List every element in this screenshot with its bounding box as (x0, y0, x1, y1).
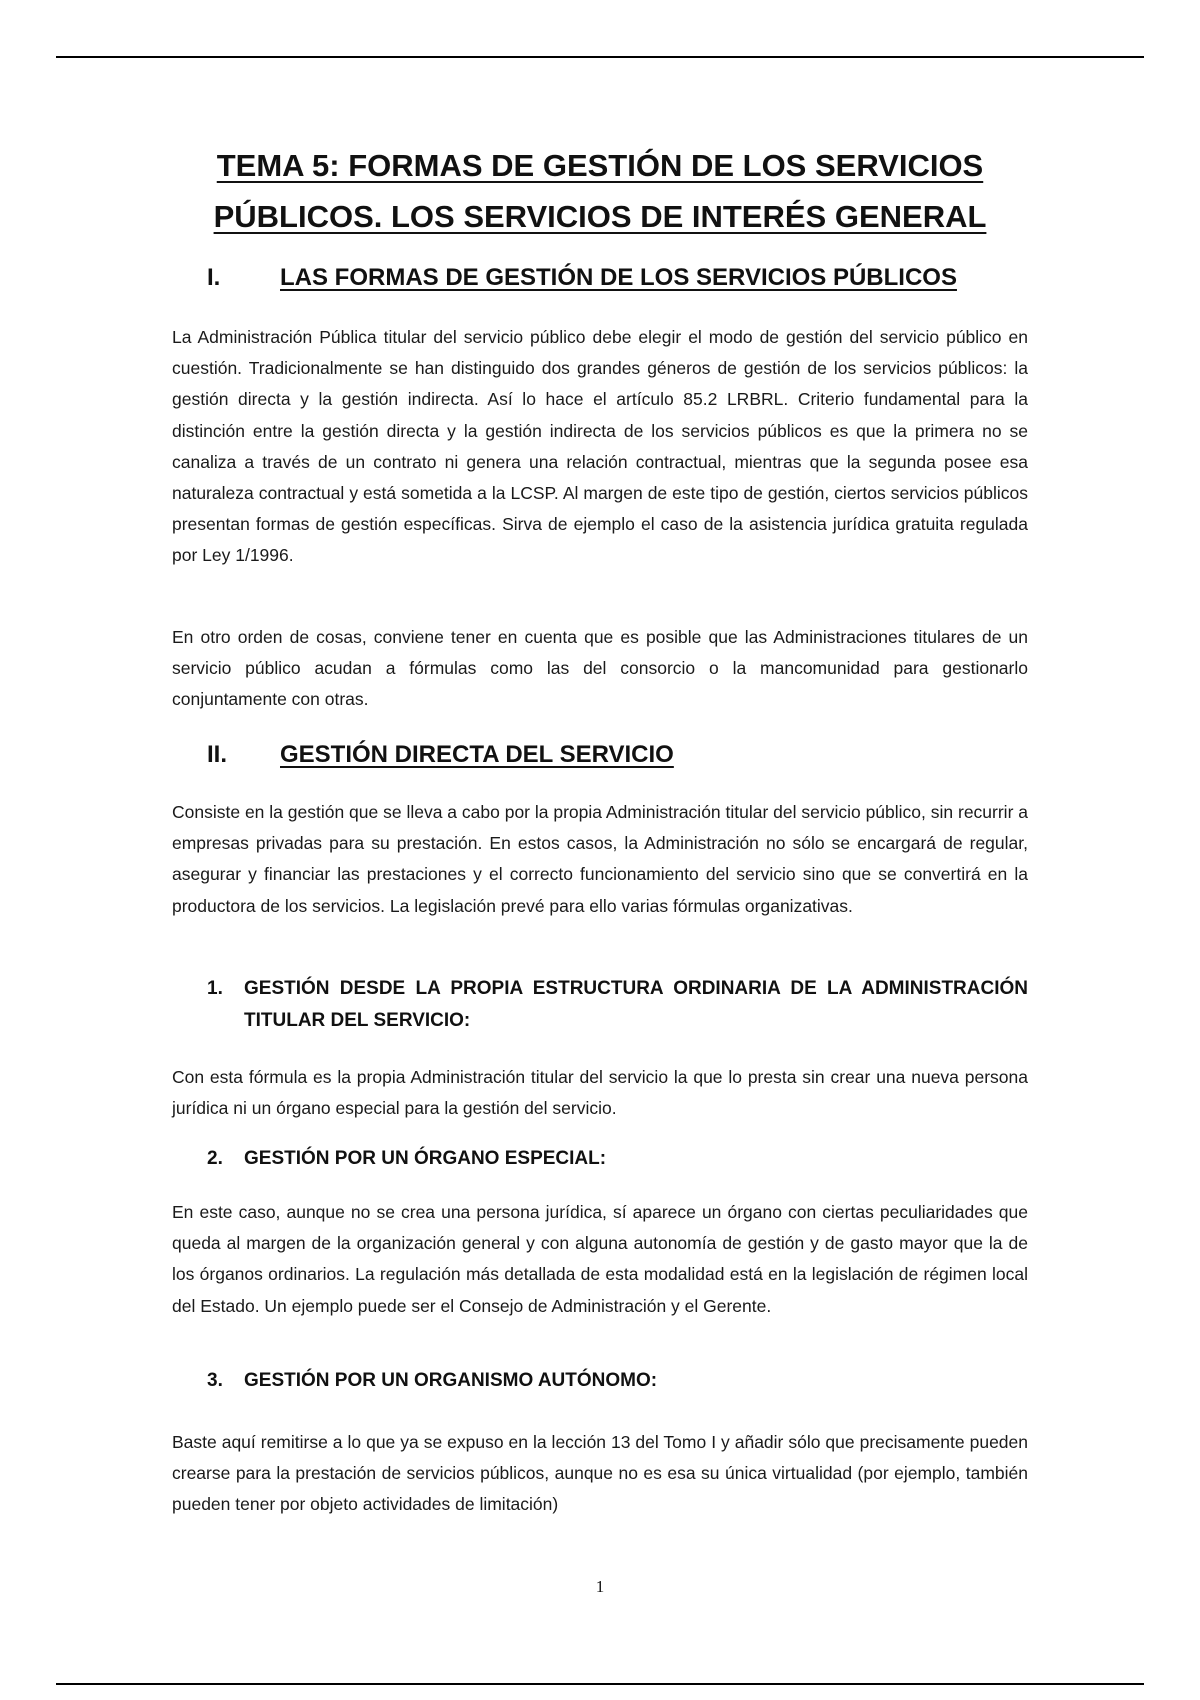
subsection-1-heading (207, 973, 1028, 1037)
subsection-3-title: GESTIÓN POR UN ORGANISMO AUTÓNOMO: (244, 1370, 658, 1391)
section-1-title: LAS FORMAS DE GESTIÓN DE LOS SERVICIOS PÚBLICOS (280, 264, 957, 291)
section-2-title: GESTIÓN DIRECTA DEL SERVICIO (280, 741, 674, 768)
subsection-2-number: 2. (207, 1148, 223, 1169)
section-1-paragraph-1: La Administración Pública titular del servicio público debe elegir el modo de gestión del servicio público en cuestión. Tradicionalmente se han distinguido dos grandes géneros de gestión de los servicios públicos: la gestión directa y la gestión indirecta. Así lo hace el artículo 85.2 LRBRL. Criterio fundamental para la distinción entre la gestión directa y la gestión indirecta de los servicios públicos es que la primera no se canaliza a través de un contrato ni genera una relación contractual, mientras que la segunda posee esa naturaleza contractual y está sometida a la LCSP. Al margen de este tipo de gestión, ciertos servicios públicos presentan formas de gestión específicas. Sirva de ejemplo el caso de la asistencia jurídica gratuita regulada por Ley 1/1996. (172, 327, 1028, 566)
section-1-number: I. (207, 264, 221, 291)
section-1-paragraph-2: En otro orden de cosas, conviene tener en cuenta que es posible que las Administraciones titulares de un servicio público acudan a fórmulas como las del consorcio o la mancomunidad para gestionarlo conjuntamente con otras. (172, 627, 1028, 710)
subsection-3-heading (207, 1365, 1028, 1397)
subsection-1-number: 1. (207, 978, 223, 999)
section-1-heading (207, 262, 957, 294)
subsection-2-paragraph: En este caso, aunque no se crea una persona jurídica, sí aparece un órgano con ciertas peculiaridades que queda al margen de la organización general y con alguna autonomía de gestión y de gasto mayor que la de los órganos ordinarios. La regulación más detallada de esta modalidad está en la legislación de régimen local del Estado. Un ejemplo puede ser el Consejo de Administración y el Gerente. (172, 1202, 1028, 1316)
subsection-2-title: GESTIÓN POR UN ÓRGANO ESPECIAL: (244, 1148, 607, 1169)
page-title-line-1: TEMA 5: FORMAS DE GESTIÓN DE LOS SERVICIOS (216, 148, 984, 183)
subsection-1-title: GESTIÓN DESDE LA PROPIA ESTRUCTURA ORDINARIA DE LA ADMINISTRACIÓN TITULAR DEL SERVICIO: (244, 978, 1028, 1031)
page-title-line-2: PÚBLICOS. LOS SERVICIOS DE INTERÉS GENERAL (213, 199, 987, 234)
subsection-1-paragraph: Con esta fórmula es la propia Administración titular del servicio la que lo presta sin crear una nueva persona jurídica ni un órgano especial para la gestión del servicio. (172, 1067, 1028, 1119)
subsection-2-heading (207, 1143, 1028, 1175)
top-rule (56, 56, 1144, 58)
section-2-paragraph-1: Consiste en la gestión que se lleva a cabo por la propia Administración titular del servicio público, sin recurrir a empresas privadas para su prestación. En estos casos, la Administración no sólo se encargará de regular, asegurar y financiar las prestaciones y el correcto funcionamiento del servicio sino que se convertirá en la productora de los servicios. La legislación prevé para ello varias fórmulas organizativas. (172, 802, 1028, 916)
page-number: 1 (595, 1577, 605, 1596)
section-2-heading (207, 739, 674, 771)
subsection-3-paragraph: Baste aquí remitirse a lo que ya se expuso en la lección 13 del Tomo I y añadir sólo que precisamente pueden crearse para la prestación de servicios públicos, aunque no es esa su única virtualidad (por ejemplo, también pueden tener por objeto actividades de limitación) (172, 1432, 1028, 1515)
section-2-number: II. (207, 741, 228, 768)
subsection-3-number: 3. (207, 1370, 223, 1391)
bottom-rule (56, 1683, 1144, 1685)
